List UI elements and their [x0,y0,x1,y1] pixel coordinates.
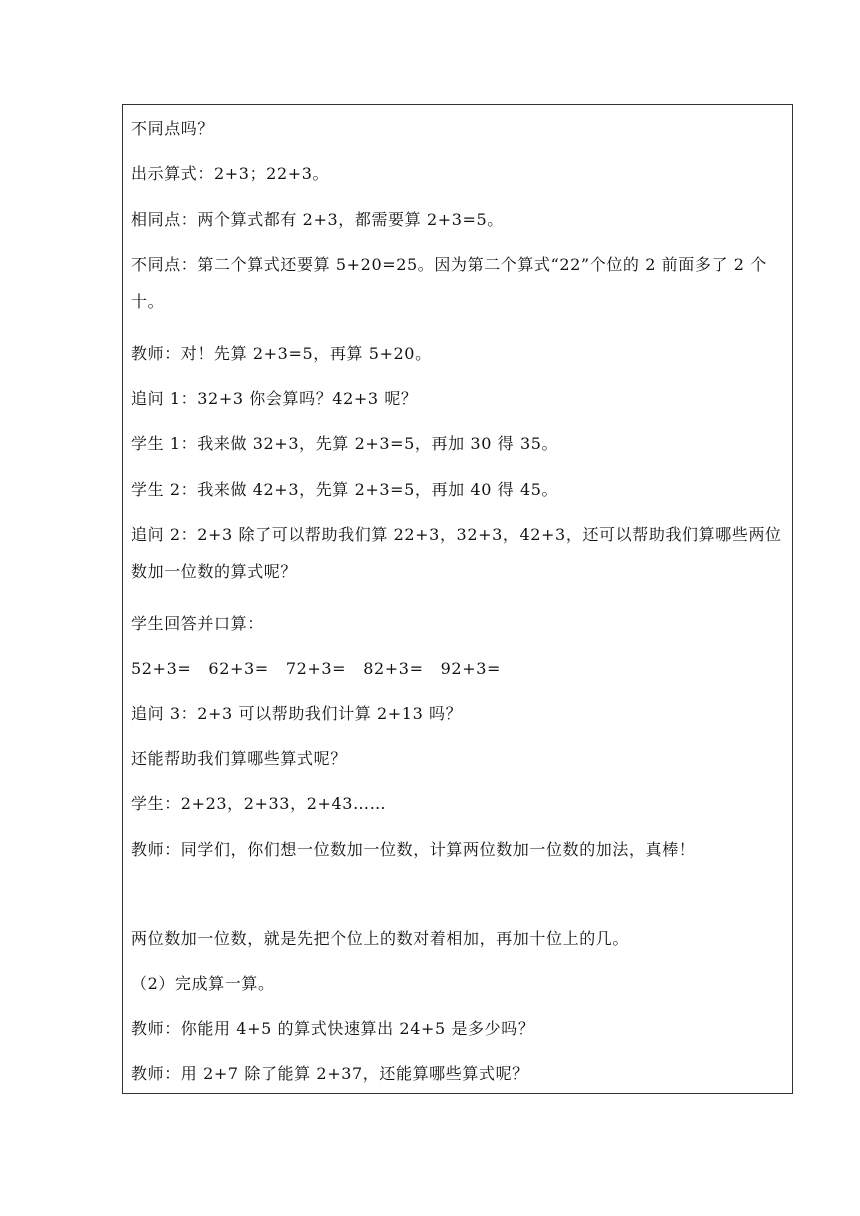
text-line-6: 追问 1：32+3 你会算吗？42+3 呢？ [131,389,418,408]
text-line-16: 两位数加一位数，就是先把个位上的数对着相加，再加十位上的几。 [131,929,630,948]
text-line-12: 追问 3：2+3 可以帮助我们计算 2+13 吗？ [131,704,463,723]
text-line-13: 还能帮助我们算哪些算式呢？ [131,749,347,768]
text-line-14: 学生：2+23，2+33，2+43…… [131,794,387,813]
text-line-17: （2）完成算一算。 [131,974,275,993]
text-line-7: 学生 1：我来做 32+3，先算 2+3=5，再加 30 得 35。 [131,434,559,453]
text-line-11: 52+3= 62+3= 72+3= 82+3= 92+3= [131,659,501,678]
text-line-8: 学生 2：我来做 42+3，先算 2+3=5，再加 40 得 45。 [131,480,559,499]
text-line-5: 教师：对！先算 2+3=5，再算 5+20。 [131,344,432,363]
text-line-10: 学生回答并口算： [131,614,264,633]
text-paragraph-15: 教师：同学们，你们想一位数加一位数，计算两位数加一位数的加法，真棒！ [131,840,696,859]
text-line-19: 教师：用 2+7 除了能算 2+37，还能算哪些算式呢？ [131,1064,529,1083]
text-line-2: 出示算式：2+3；22+3。 [131,164,330,183]
text-line-18: 教师：你能用 4+5 的算式快速算出 24+5 是多少吗？ [131,1019,535,1038]
text-paragraph-4: 不同点：第二个算式还要算 5+20=25。因为第二个算式“22”个位的 2 前面多了 2 个十。 [131,255,767,311]
text-line-3: 相同点：两个算式都有 2+3，都需要算 2+3=5。 [131,210,504,229]
text-line-1: 不同点吗？ [131,119,215,138]
text-paragraph-9: 追问 2：2+3 除了可以帮助我们算 22+3，32+3，42+3，还可以帮助我们算哪些两位数加一位数的算式呢？ [131,525,782,581]
